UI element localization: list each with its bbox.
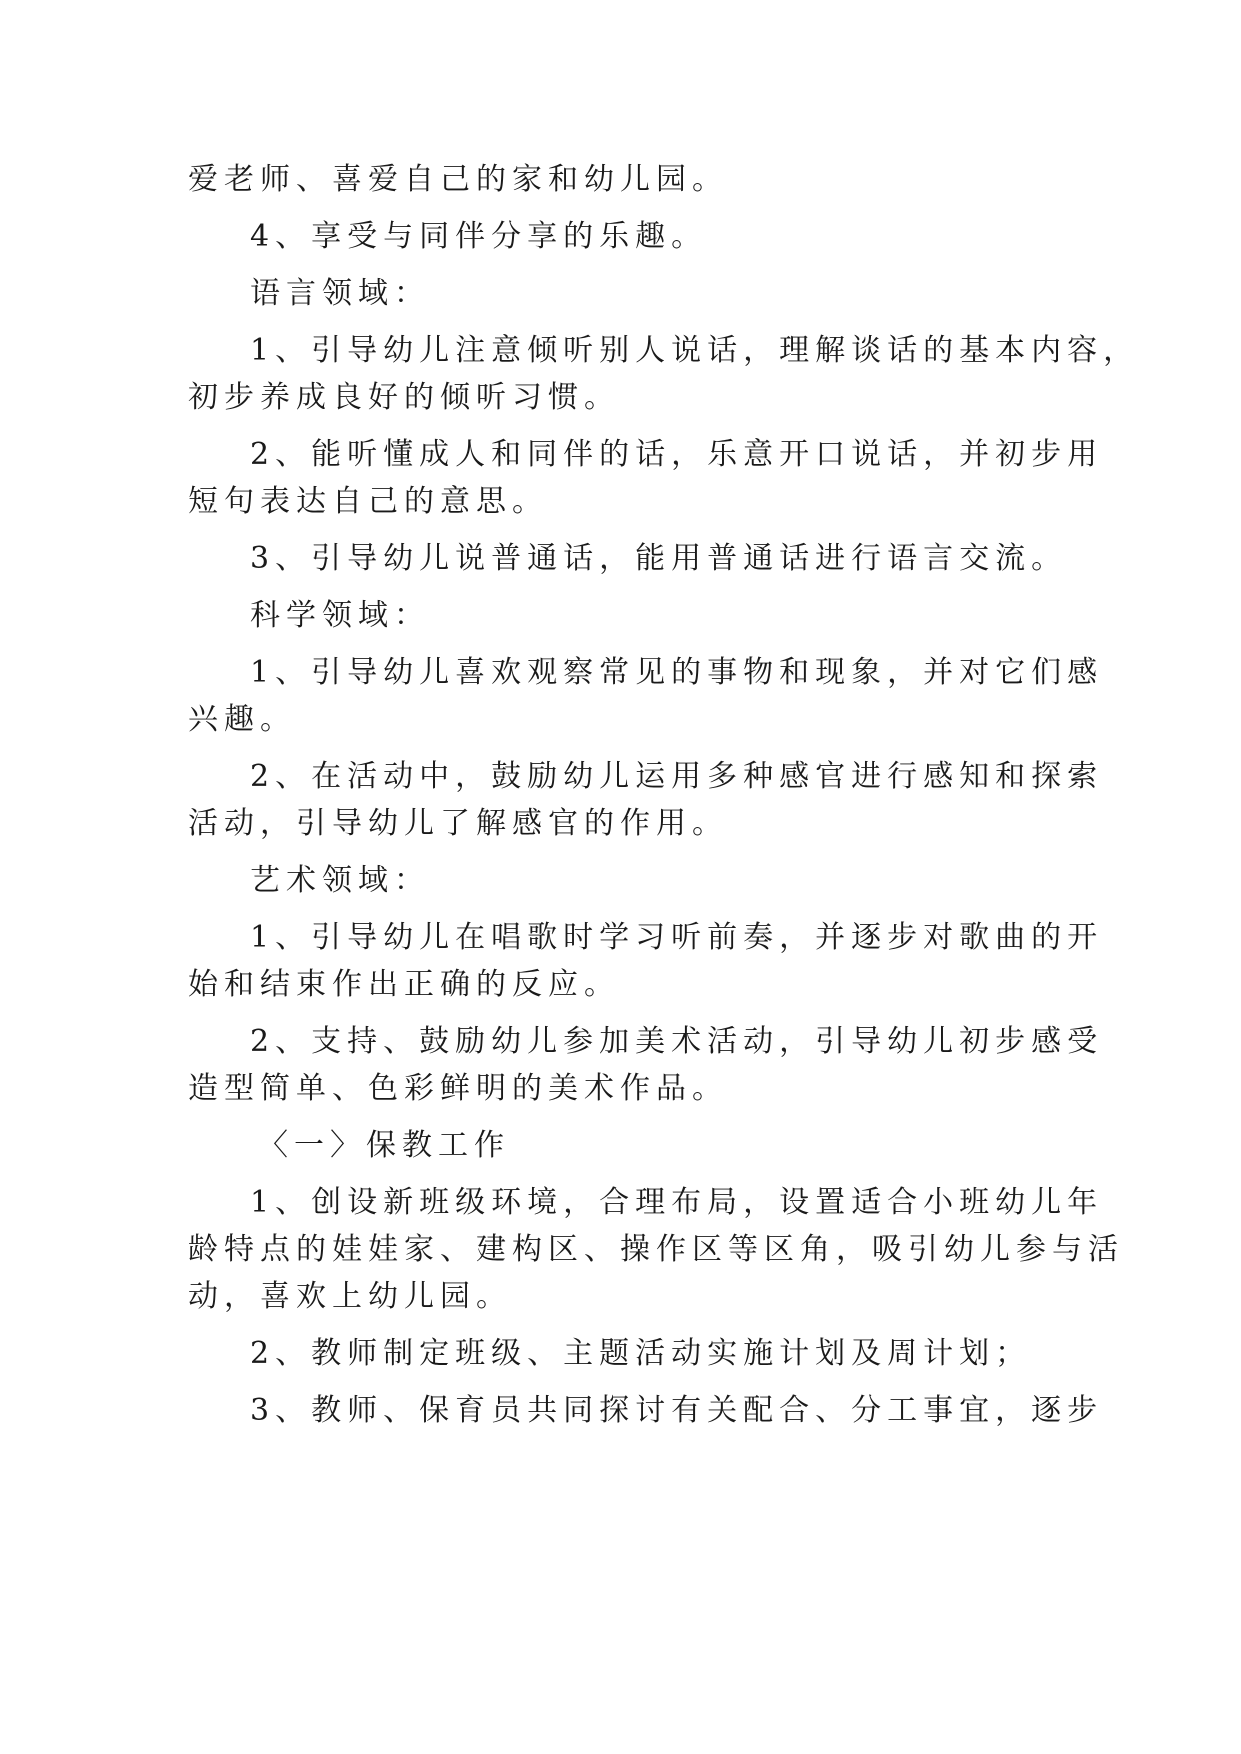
text-line: 动，喜欢上幼儿园。 [188, 1279, 512, 1314]
text-line: 1、引导幼儿喜欢观察常见的事物和现象，并对它们感 [250, 655, 1104, 690]
text-line: 3、引导幼儿说普通话，能用普通话进行语言交流。 [250, 541, 1068, 576]
text-line: 2、能听懂成人和同伴的话，乐意开口说话，并初步用 [250, 437, 1104, 472]
text-line: 初步养成良好的倾听习惯。 [188, 380, 620, 415]
text-line: 1、引导幼儿在唱歌时学习听前奏，并逐步对歌曲的开 [250, 920, 1104, 955]
text-line: 1、引导幼儿注意倾听别人说话，理解谈话的基本内容， [250, 333, 1140, 368]
section-heading: 语言领域： [250, 276, 430, 311]
text-line: 2、支持、鼓励幼儿参加美术活动，引导幼儿初步感受 [250, 1024, 1104, 1059]
text-line: 1、创设新班级环境，合理布局，设置适合小班幼儿年 [250, 1185, 1104, 1220]
text-line: 3、教师、保育员共同探讨有关配合、分工事宜，逐步 [250, 1393, 1104, 1428]
text-line: 2、教师制定班级、主题活动实施计划及周计划； [250, 1336, 1032, 1371]
text-line: 龄特点的娃娃家、建构区、操作区等区角，吸引幼儿参与活 [188, 1232, 1124, 1267]
text-line: 爱老师、喜爱自己的家和幼儿园。 [188, 162, 728, 197]
text-line: 兴趣。 [188, 702, 296, 737]
section-heading: 科学领域： [250, 598, 430, 633]
text-line: 活动，引导幼儿了解感官的作用。 [188, 806, 728, 841]
section-heading: 〈一〉保教工作 [258, 1128, 510, 1163]
text-line: 短句表达自己的意思。 [188, 484, 548, 519]
text-line: 2、在活动中，鼓励幼儿运用多种感官进行感知和探索 [250, 759, 1104, 794]
text-line: 造型简单、色彩鲜明的美术作品。 [188, 1071, 728, 1106]
text-line: 4、享受与同伴分享的乐趣。 [250, 219, 708, 254]
section-heading: 艺术领域： [250, 863, 430, 898]
text-line: 始和结束作出正确的反应。 [188, 967, 620, 1002]
